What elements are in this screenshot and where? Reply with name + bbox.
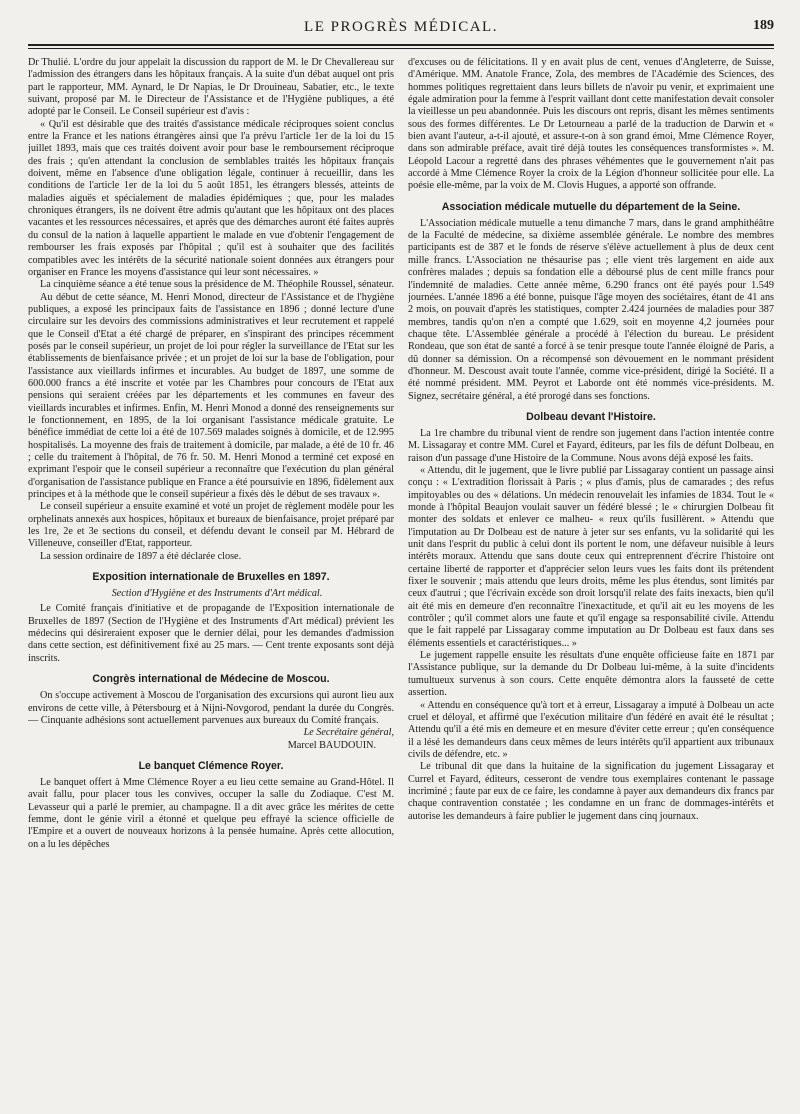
section-heading: Association médicale mutuelle du département de la Seine.	[441, 200, 741, 213]
left-column	[28, 57, 394, 1113]
paragraph: Le banquet offert à Mme Clémence Royer a eu lieu cette semaine au Grand-Hôtel. Il avait fallu, pour placer tous les convives, occuper la salle du Zodiaque. C'est M. Levasseur qui a parlé le premier, au champagne. Il a dit avec grâce les mérites de cette femme, dont le génie viril a étonné et quelque peu effrayé la science officielle de l'Empire et a ouvert de nouveaux horizons à la pensée humaine. Après cette allocution, on a lu les dépêches	[28, 776, 394, 850]
section-heading: Exposition internationale de Bruxelles en 1897.	[92, 571, 330, 584]
paragraph: Le jugement rappelle ensuite les résultats d'une enquête officieuse faite en 1871 par l'Assistance publique, sur la demande du Dr Dolbeau lui-même, à la suite d'incidents tumultueux survenus à son cours. Cette enquête démontra alors la fausseté de cette assertion.	[408, 650, 774, 699]
paragraph: « Attendu, dit le jugement, que le livre publié par Lissagaray contient un passage ainsi conçu : « L'extradition florissait à Paris ; « plus d'amis, plus de camarades ; des refus impitoyables ou des « délations. Un médecin renouvelait les infamies de 1834. Tout le « monde à l'hôpital Beaujon voulait sauver un fédéré blessé ; le « chirurgien Dolbeau fit monter des soldats et enlever ce malheu- « reux qu'ils fusillèrent. » Attendu que l'imputation au Dr Dolbeau est de nature à jeter sur ses enfants, vu la solidarité qui les unit dans l'esprit du public à celui dont ils portent le nom, une défaveur nuisible à leurs intérêts moraux. Attendu que sans doute ceux qui entreprennent d'écrire l'histoire ont certaine liberté de rapporter et d'apprécier selon leurs vues les faits dont ils prétendent fixer le souvenir ; mais attendu que leurs droits, même les plus étendus, sont limités par ceux d'autrui ; que l'écrivain excède son droit lorsqu'il relate des faits inexacts, bien qu'il ait été mis en demeure d'en reconnaître l'inexactitude, et qu'il ait eu les moyens de les contrôler ; qu'il commet alors une faute et qu'il engage sa responsabilité civile. Attendu que le fait rappelé par Lissagaray comme imputation au Dr Dolbeau est faux dans ses éléments essentiels et caractéristiques... »	[408, 464, 774, 649]
section-heading: Congrès international de Médecine de Moscou.	[92, 673, 330, 686]
header-rule	[28, 44, 774, 49]
section-heading: Le banquet Clémence Royer.	[138, 759, 284, 772]
right-column	[408, 57, 774, 1113]
page-number: 189	[753, 18, 774, 33]
paragraph: Le conseil supérieur a ensuite examiné et voté un projet de règlement modèle pour les orphelinats annexés aux hospices, hôpitaux et bureaux de bienfaisance, projet préparé par les 1re, 2e et 3e sections du conseil, et défendu devant le conseil par M. Hébrard de Villeneuve, conseiller d'Etat, rapporteur.	[28, 501, 394, 550]
paragraph: Le tribunal dit que dans la huitaine de la signification du jugement Lissagaray et Currel et Fayard, éditeurs, cesseront de vendre tous exemplaires contenant le passage incriminé ; faute par eux de ce faire, les condamne à payer aux demandeurs dix francs par chaque contravention constatée ; les condamne en un franc de dommages-intérêts et autorise les demandeurs à faire publier le jugement dans cinq journaux.	[408, 761, 774, 822]
paragraph: La cinquième séance a été tenue sous la présidence de M. Théophile Roussel, sénateur.	[40, 279, 394, 291]
paragraph: « Attendu en conséquence qu'à tort et à erreur, Lissagaray a imputé à Dolbeau un acte cruel et déloyal, et affirmé que l'exécution militaire d'un fédéré en avait été le résultat ; Attendu qu'il a été mis en demeure et en mesure d'éviter cette erreur ; qu'en conséquence il a lésé les demandeurs dans ceux mêmes de leurs intérêts qu'il appartient aux tribunaux civils de défendre, etc. »	[408, 699, 774, 760]
article-columns	[28, 57, 774, 1113]
paragraph: Le Comité français d'initiative et de propagande de l'Exposition internationale de Bruxelles de 1897 (Section de l'Hygiène et des Instruments d'Art médical) prévient les médecins qui désireraient exposer que le dernier délai, pour les demandes d'admission dans cette section, est définitivement fixé au 25 mars. — Cent trente exposants sont déjà inscrits.	[28, 603, 394, 664]
signature-name: Marcel BAUDOUIN.	[287, 739, 376, 751]
paragraph: La session ordinaire de 1897 a été déclarée close.	[40, 550, 242, 562]
paragraph: d'excuses ou de félicitations. Il y en avait plus de cent, venues d'Angleterre, de Suisse, d'Amérique. MM. Anatole France, Zola, des membres de l'Académie des Sciences, des hommes politiques regrettaient dans leurs billets de n'avoir pu venir, et exprimaient une égale admiration pour la femme à l'esprit vaillant dont cette manifestation devait consoler la vieillesse un peu abandonnée. Puis les discours ont repris, disant les mêmes sentiments sous des formes différentes. Le Dr Letourneau a parlé de la traduction de Darwin et « bien avant l'auteur, a-t-il ajouté, et assure-t-on à son grand émoi, Mme Clémence Royer, dans son admirable préface, avait tiré déjà toutes les conséquences transformistes ». M. Léopold Lacour a regretté dans des phrases véhémentes que le gouvernement n'ait pas accordé à Mme Clémence Royer la croix de la Légion d'honneur sollicitée pour elle. La poésie elle-même, par la voix de M. Clovis Hugues, a apporté son offrande.	[408, 57, 774, 192]
paragraph: « Qu'il est désirable que des traités d'assistance médicale réciproques soient conclus entre la France et les nations étrangères ainsi que l'a prévu l'article 1er de la loi du 15 juillet 1893, mais que ces traités doivent avoir pour base le remboursement réciproque des frais ; qu'en attendant la conclusion de semblables traités les hôpitaux français doivent, même en l'absence d'une obligation légale, continuer à recueillir, dans les conditions de l'article 1er de la loi du 5 août 1851, les étrangers blessés, atteints de maladies aiguës et spécialement de maladies épidémiques ; que, pour les malades chroniques étrangers, ils ne doivent être admis qu'autant que les hôpitaux ont des places vacantes et les ressources nécessaires, et après que des démarches auront été faites auprès du consul de la nation à laquelle appartient le malade en vue d'obtenir l'engagement de rembourser les frais exposés par l'hôpital ; qu'il est à souhaiter que des facilités compatibles avec les intérêts de la sécurité nationale soient données aux étrangers pour organiser en France les moyens d'assistance qui leur sont nécessaires. »	[28, 118, 394, 278]
paragraph: La 1re chambre du tribunal vient de rendre son jugement dans l'action intentée contre M. Lissagaray et contre MM. Curel et Fayard, éditeurs, par les fils de défunt Dolbeau, en raison d'un passage d'une Histoire de la Commune. Nous avons déjà exposé les faits.	[408, 427, 774, 464]
signature-title: Le Secrétaire général,	[303, 727, 394, 739]
journal-title: LE PROGRÈS MÉDICAL.	[304, 19, 498, 35]
paragraph: On s'occupe activement à Moscou de l'organisation des excursions qui auront lieu aux environs de cette ville, à Pétersbourg et à Nijni-Novgorod, pendant la durée du Congrès. — Cinquante adhésions sont actuellement parvenues aux bureaux du Comité français.	[28, 690, 394, 726]
section-subheading: Section d'Hygiène et des Instruments d'Art médical.	[111, 588, 323, 600]
paragraph: Au début de cette séance, M. Henri Monod, directeur de l'Assistance et de l'hygiène publiques, a exposé les principaux faits de l'assistance en 1896 ; donné lecture d'une circulaire sur les devoirs des commissions administratives et leur recrutement et rappelé que le Conseil d'Etat a été chargé de préparer, en s'inspirant des principes récemment posés par le conseil supérieur, un projet de loi pour régler la surveillance de l'Etat sur les établissements de bienfaisance privée ; et un projet de loi sur la base de l'obligation, pour l'assistance aux vieillards infirmes et incurables. Au budget de 1897, une somme de 600.000 francs a été inscrite et votée par les Chambres pour concours de l'Etat aux pensions qui seraient créées par les départements et les communes en faveur des vieillards incurables et infirmes. Enfin, M. Henri Monod a donné des renseignements sur le fonctionnement, en 1895, de la loi organisant l'assistance médicale gratuite. Le bénéfice immédiat de cette loi a été de 107.569 malades soignés à domicile, et de 12.995 hospitalisés. La moyenne des frais de traitement à domicile, par malade, a été de 10 fr. 46 ; celle du traitement à l'hôpital, de 76 fr. 50. M. Henri Monod a terminé cet exposé en exprimant l'espoir que le conseil supérieur a reconnaître que l'exécution du plan général d'organisation de l'assistance publique en France a été poursuivie en 1896, fidèlement aux principes et à la méthode que le conseil supérieur a fixés dès le début de ses travaux ».	[28, 291, 394, 501]
paragraph: Dr Thulié. L'ordre du jour appelait la discussion du rapport de M. le Dr Chevallereau sur l'admission des étrangers dans les hôpitaux français. A la suite d'un débat auquel ont pris part le rapporteur, MM. Aynard, le Dr Napias, le Dr Drouineau, Sabatier, etc., le texte suivant, proposé par M. le Directeur de l'Assistance et de l'Hygiène publiques, a été adopté par le Conseil. Le Conseil supérieur est d'avis :	[28, 57, 394, 118]
page-header	[28, 18, 774, 42]
section-heading: Dolbeau devant l'Histoire.	[526, 410, 656, 423]
paragraph: L'Association médicale mutuelle a tenu dimanche 7 mars, dans le grand amphithéâtre de la Faculté de médecine, sa dixième assemblée générale. Le nombre des membres participants est de 387 et le fonds de réserve s'élève actuellement à plus de deux cent mille francs. L'Association ne thésaurise pas ; elle vient très largement en aide aux confrères malades ; depuis sa fondation elle a déboursé plus de cent mille francs pour l'indemnité de maladies. Cette année même, 6.290 francs ont été payés pour 1.549 journées. L'année 1896 a été bonne, puisque l'âge moyen des sociétaires, étant de 41 ans 2 mois, on pouvait d'après les statistiques, compter 2.424 journées de maladies pour 387 membres, tandis qu'on n'en a compté que 1.629, soit en moyenne 4,2 journées pour chaque tête. L'Assemblée générale a procédé à l'élection du bureau. Le président Rondeau, que son état de santé a forcé à se tenir presque toute l'année éloigné de Paris, a dû donner sa démission. On a récompensé son dévouement en le nommant président d'honneur. M. Descoust avait toute l'année, comme vice-président, dirigé la Société. Il a été nommé président. MM. Peyrot et Laborde ont été nommés vice-présidents. M. Signez, secrétaire général, a été prorogé dans ses fonctions.	[408, 217, 774, 402]
